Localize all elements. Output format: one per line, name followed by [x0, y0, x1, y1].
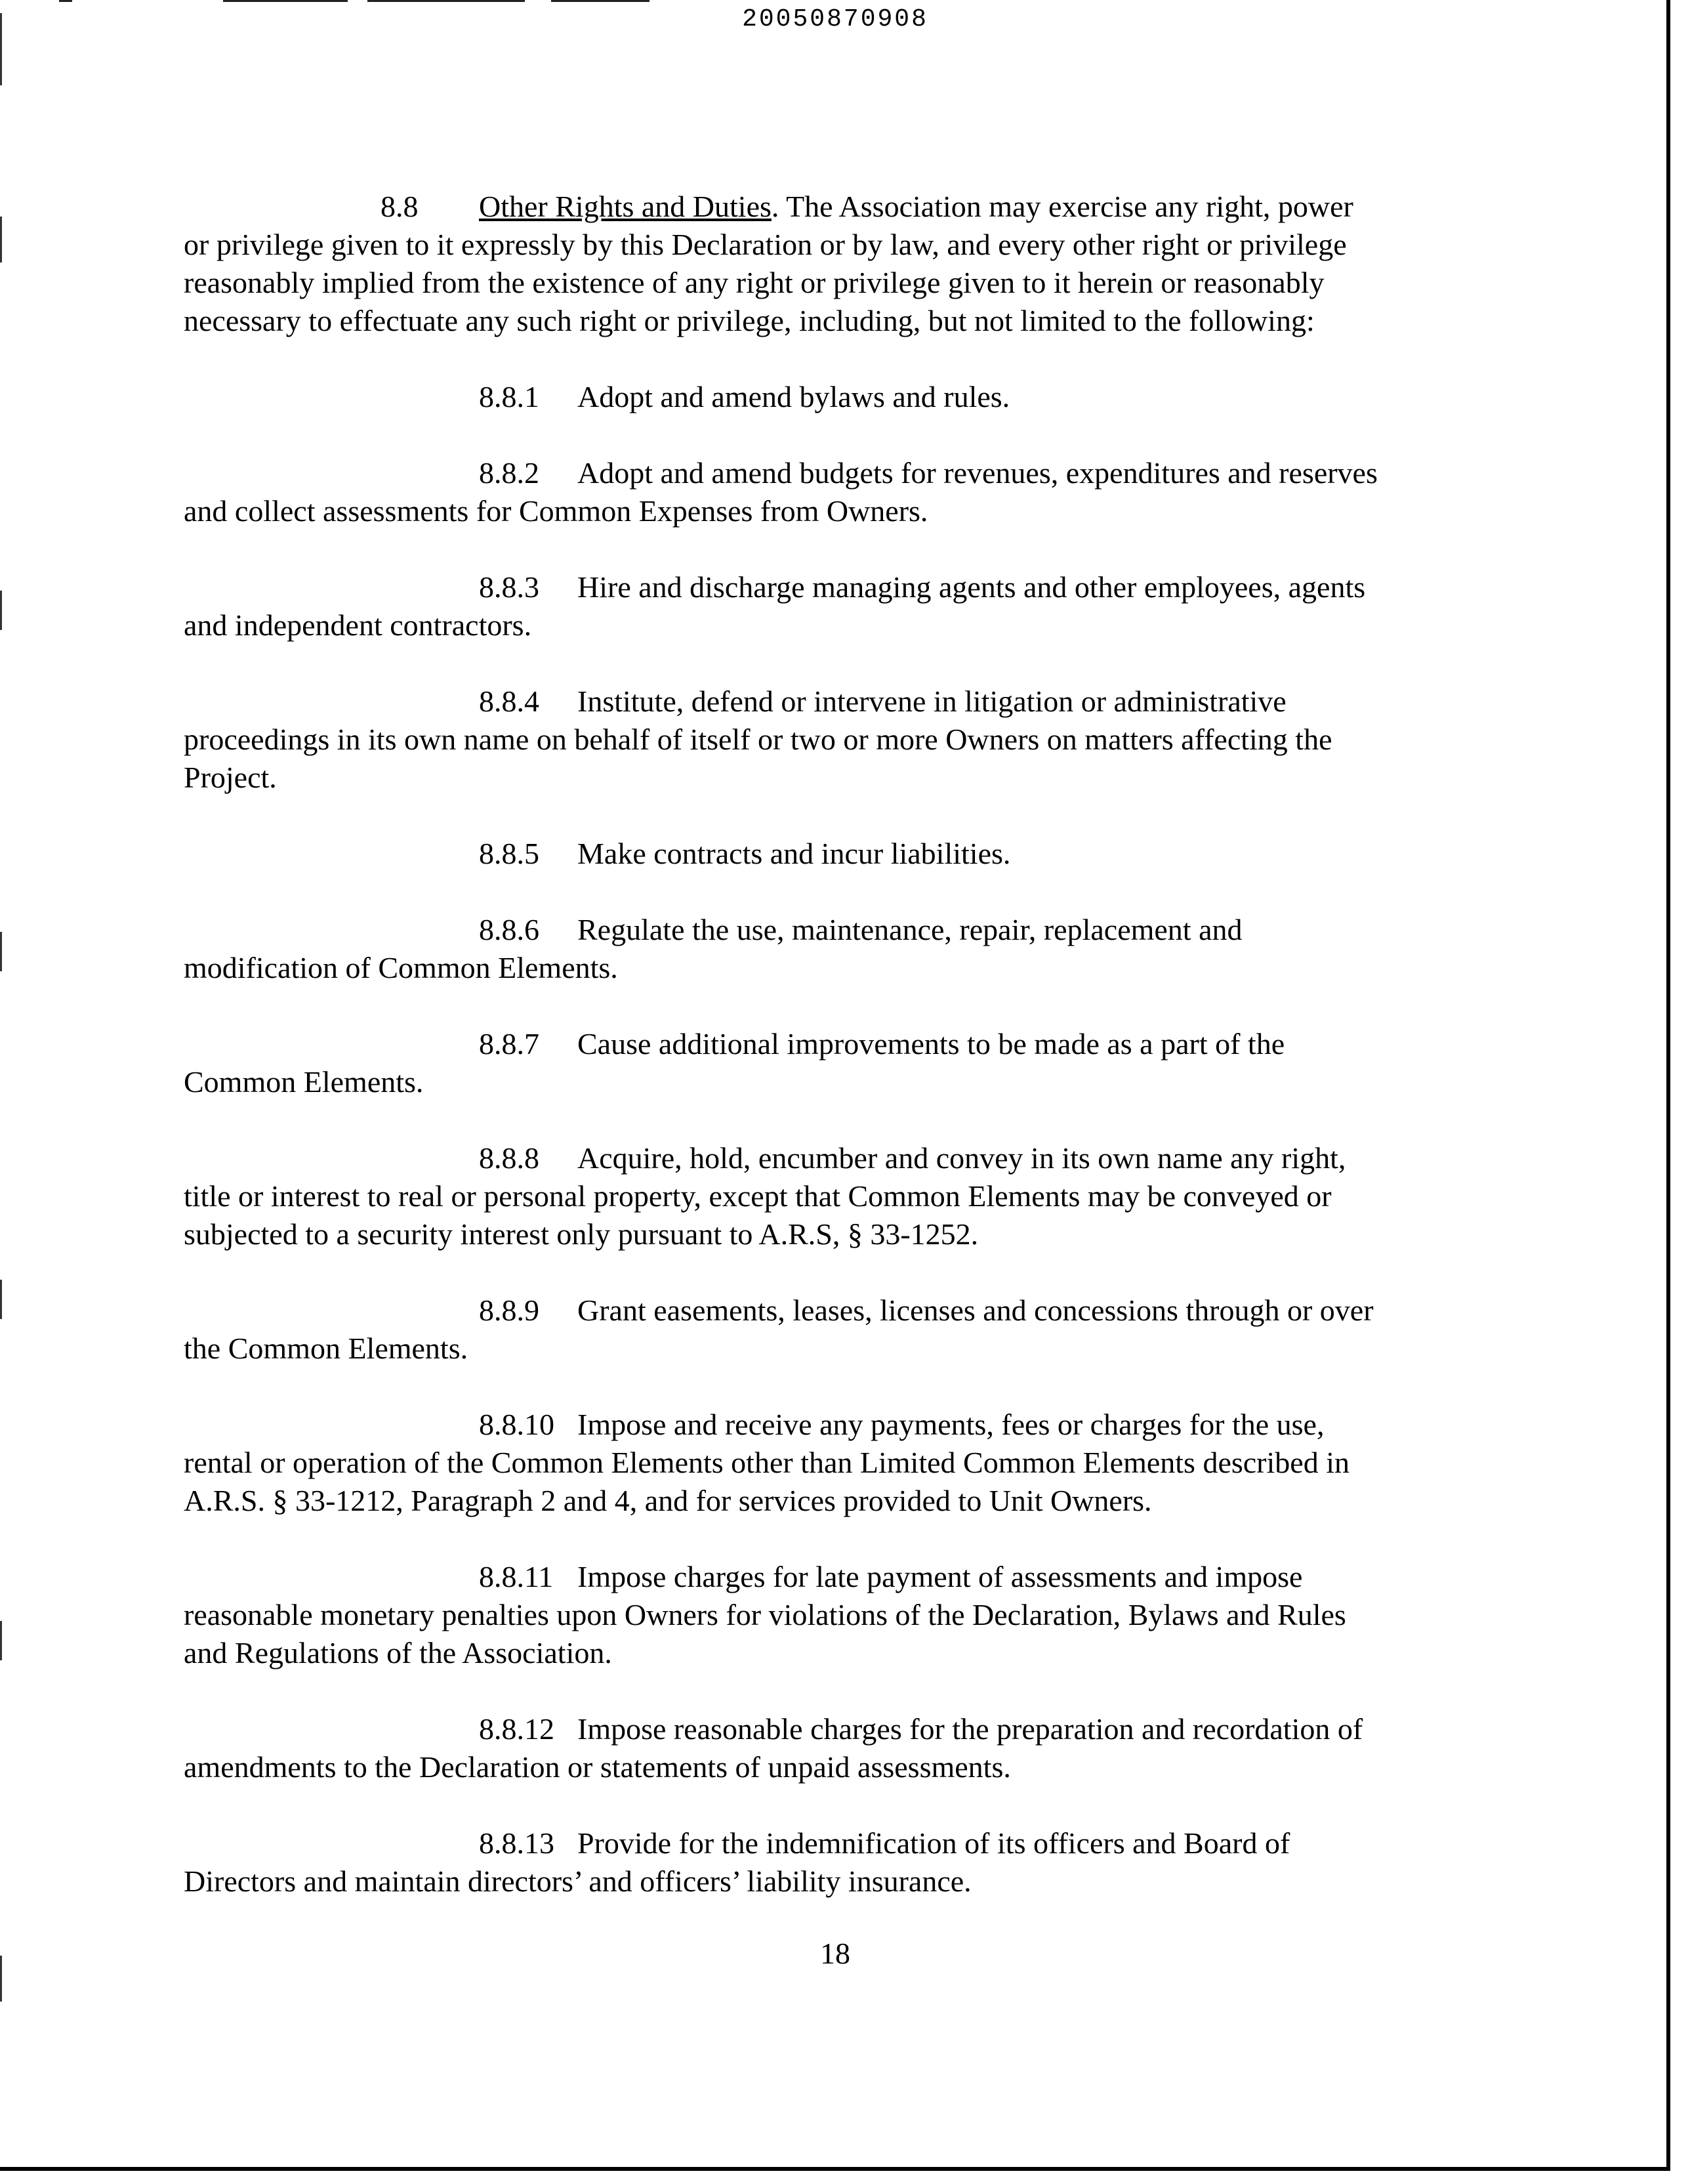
item-text: Institute, defend or intervene in litigation or administrative — [577, 684, 1287, 718]
list-item — [184, 1558, 1443, 1672]
item-number: 8.8.13 — [479, 1826, 554, 1860]
list-item — [184, 1025, 1443, 1101]
scan-edge-marks — [0, 0, 3, 2184]
item-text: Acquire, hold, encumber and convey in its own name any right, — [577, 1141, 1346, 1175]
item-number: 8.8.5 — [479, 837, 539, 870]
list-item — [184, 682, 1443, 797]
list-item — [184, 1710, 1443, 1786]
item-text: Hire and discharge managing agents and other employees, agents — [577, 570, 1366, 604]
item-number: 8.8.12 — [479, 1712, 554, 1746]
item-text: Provide for the indemnification of its officers and Board of — [577, 1826, 1290, 1860]
section-line: reasonably implied from the existence of any right or privilege given to it herein or reasonably — [184, 266, 1325, 299]
item-number: 8.8.9 — [479, 1293, 539, 1327]
list-item — [184, 835, 1443, 873]
list-item — [184, 1139, 1443, 1253]
page-number: 18 — [820, 1937, 850, 1970]
item-text: A.R.S. § 33-1212, Paragraph 2 and 4, and for services provided to Unit Owners. — [184, 1484, 1152, 1517]
item-text: Project. — [184, 761, 277, 794]
section-paragraph — [184, 188, 1443, 340]
item-text: modification of Common Elements. — [184, 951, 618, 984]
item-text: and Regulations of the Association. — [184, 1636, 612, 1670]
item-text: title or interest to real or personal property, except that Common Elements may be conveyed or — [184, 1179, 1332, 1213]
item-text: and collect assessments for Common Expenses from Owners. — [184, 494, 928, 528]
item-number: 8.8.3 — [479, 570, 539, 604]
item-text: and independent contractors. — [184, 608, 532, 642]
item-text: Adopt and amend budgets for revenues, expenditures and reserves — [577, 456, 1378, 490]
item-text: Grant easements, leases, licenses and concessions through or over — [577, 1293, 1374, 1327]
item-text: rental or operation of the Common Elements other than Limited Common Elements described in — [184, 1446, 1350, 1479]
item-text: Directors and maintain directors’ and officers’ liability insurance. — [184, 1864, 972, 1898]
list-item — [184, 568, 1443, 644]
item-number: 8.8.6 — [479, 913, 539, 946]
document-number: 20050870908 — [742, 5, 928, 33]
item-number: 8.8.7 — [479, 1027, 539, 1060]
section-first-line: 8.8 Other Rights and Duties. The Association may exercise any right, power — [184, 188, 1443, 226]
item-number: 8.8.1 — [479, 380, 539, 413]
item-text: Make contracts and incur liabilities. — [577, 837, 1011, 870]
item-number: 8.8.2 — [479, 456, 539, 490]
item-text: Impose and receive any payments, fees or charges for the use, — [577, 1408, 1325, 1441]
item-text: Cause additional improvements to be made as a part of the — [577, 1027, 1285, 1060]
section-line: necessary to effectuate any such right or privilege, including, but not limited to the following: — [184, 304, 1315, 337]
item-text: reasonable monetary penalties upon Owners for violations of the Declaration, Bylaws and Rules — [184, 1598, 1346, 1631]
section-line: The Association may exercise any right, power — [786, 190, 1353, 223]
item-number: 8.8.10 — [479, 1408, 554, 1441]
item-number: 8.8.8 — [479, 1141, 539, 1175]
list-item — [184, 454, 1443, 530]
section-title: Other Rights and Duties — [479, 190, 772, 223]
item-text: subjected to a security interest only pursuant to A.R.S, § 33-1252. — [184, 1217, 979, 1251]
item-text: the Common Elements. — [184, 1332, 468, 1365]
section-line: or privilege given to it expressly by this Declaration or by law, and every other right or privilege — [184, 228, 1347, 261]
item-text: Adopt and amend bylaws and rules. — [577, 380, 1010, 413]
list-item — [184, 1292, 1443, 1368]
item-text: Common Elements. — [184, 1065, 424, 1099]
list-item — [184, 1406, 1443, 1520]
list-item — [184, 911, 1443, 987]
section-number: 8.8 — [381, 190, 419, 223]
list-item — [184, 1824, 1443, 1900]
item-text: Regulate the use, maintenance, repair, replacement and — [577, 913, 1243, 946]
item-text: Impose charges for late payment of assessments and impose — [577, 1560, 1303, 1593]
item-text: proceedings in its own name on behalf of itself or two or more Owners on matters affecting the — [184, 723, 1332, 756]
item-number: 8.8.11 — [479, 1560, 554, 1593]
list-item — [184, 378, 1443, 416]
item-text: amendments to the Declaration or statements of unpaid assessments. — [184, 1750, 1011, 1784]
item-number: 8.8.4 — [479, 684, 539, 718]
item-text: Impose reasonable charges for the preparation and recordation of — [577, 1712, 1363, 1746]
